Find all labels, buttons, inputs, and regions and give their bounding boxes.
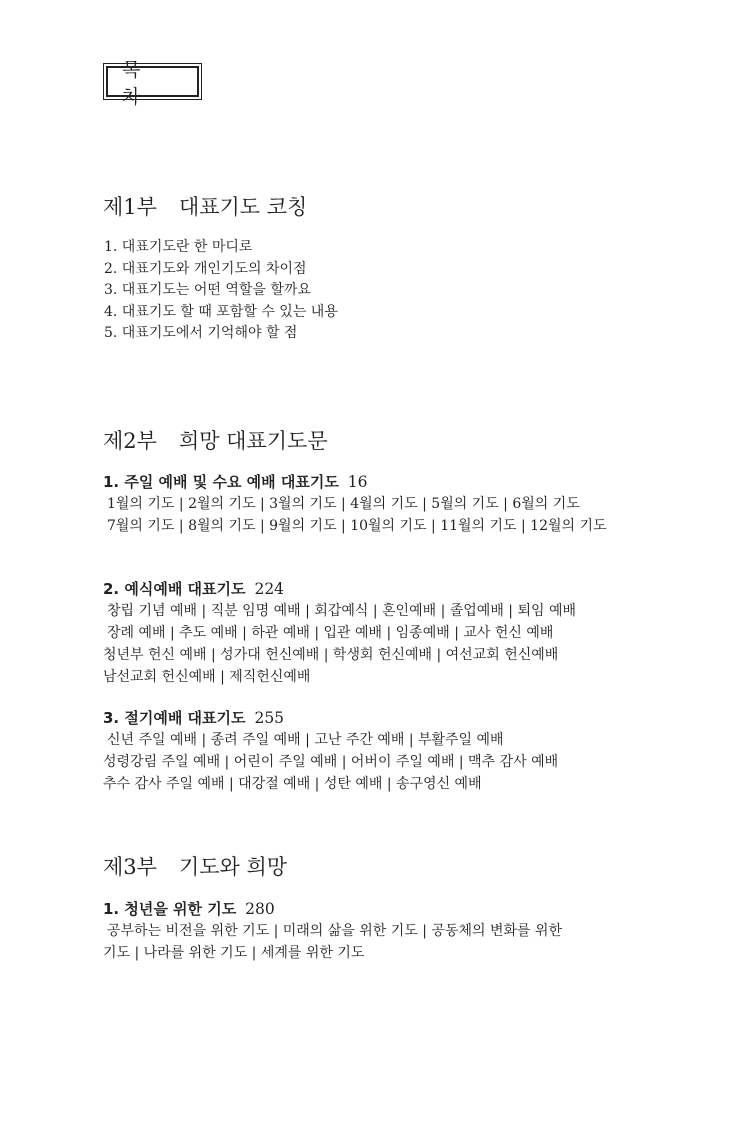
section-page: 280 bbox=[245, 900, 275, 918]
section-heading bbox=[103, 898, 275, 919]
section-title: 3. 절기예배 대표기도 bbox=[103, 709, 246, 727]
list-item: 3. 대표기도는 어떤 역할을 할까요 bbox=[104, 282, 311, 298]
section-page: 16 bbox=[347, 473, 368, 491]
section-title: 1. 청년을 위한 기도 bbox=[103, 900, 237, 918]
part3-title: 기도와 희망 bbox=[178, 855, 288, 879]
list-item: 5. 대표기도에서 기억해야 할 점 bbox=[104, 325, 298, 341]
part2-heading bbox=[103, 425, 328, 455]
section-lines bbox=[103, 729, 558, 795]
line: 신년 주일 예배 | 종려 주일 예배 | 고난 주간 예배 | 부활주일 예배 bbox=[107, 732, 504, 748]
line: 기도 | 나라를 위한 기도 | 세계를 위한 기도 bbox=[103, 945, 365, 961]
list-item: 4. 대표기도 할 때 포함할 수 있는 내용 bbox=[104, 303, 338, 320]
line: 1월의 기도 | 2월의 기도 | 3월의 기도 | 4월의 기도 | 5월의 기도 | 6월의 기도 bbox=[107, 496, 580, 512]
part2-title: 희망 대표기도문 bbox=[178, 429, 328, 453]
section-lines bbox=[103, 600, 576, 688]
part2-label: 제2부 bbox=[103, 429, 157, 453]
part1-title: 대표기도 코칭 bbox=[178, 195, 308, 219]
section-lines bbox=[103, 920, 562, 964]
part1-list bbox=[104, 237, 338, 345]
list-item: 1. 대표기도란 한 마디로 bbox=[104, 239, 253, 255]
list-item: 2. 대표기도와 개인기도의 차이점 bbox=[104, 260, 307, 277]
part3-label: 제3부 bbox=[103, 855, 157, 879]
section-page: 255 bbox=[254, 709, 285, 727]
line: 창립 기념 예배 | 직분 임명 예배 | 회갑예식 | 혼인예배 | 졸업예배 | 퇴임 예배 bbox=[107, 603, 577, 619]
section-heading bbox=[103, 707, 284, 728]
line: 청년부 헌신 예배 | 성가대 헌신예배 | 학생회 헌신예배 | 여선교회 헌신예배 bbox=[103, 647, 559, 663]
line: 공부하는 비전을 위한 기도 | 미래의 삶을 위한 기도 | 공동체의 변화를 위한 bbox=[107, 923, 563, 939]
section-lines bbox=[103, 493, 607, 537]
part3-heading bbox=[103, 851, 287, 881]
section-heading bbox=[103, 578, 284, 599]
toc-title: 목 차 bbox=[106, 66, 199, 97]
section-page: 224 bbox=[254, 580, 285, 598]
section-title: 1. 주일 예배 및 수요 예배 대표기도 bbox=[103, 473, 339, 491]
line: 성령강림 주일 예배 | 어린이 주일 예배 | 어버이 주일 예배 | 맥추 감사 예배 bbox=[103, 754, 559, 770]
line: 7월의 기도 | 8월의 기도 | 9월의 기도 | 10월의 기도 | 11월의 기도 | 12월의 기도 bbox=[107, 518, 607, 534]
part1-label: 제1부 bbox=[103, 195, 157, 219]
line: 남선교회 헌신예배 | 제직헌신예배 bbox=[103, 669, 311, 685]
line: 추수 감사 주일 예배 | 대강절 예배 | 성탄 예배 | 송구영신 예배 bbox=[103, 776, 482, 792]
toc-title-box bbox=[103, 58, 202, 108]
section-title: 2. 예식예배 대표기도 bbox=[103, 580, 246, 598]
line: 장례 예배 | 추도 예배 | 하관 예배 | 입관 예배 | 임종예배 | 교사 헌신 예배 bbox=[107, 625, 554, 641]
section-heading bbox=[103, 471, 368, 492]
part1-heading bbox=[103, 191, 307, 221]
